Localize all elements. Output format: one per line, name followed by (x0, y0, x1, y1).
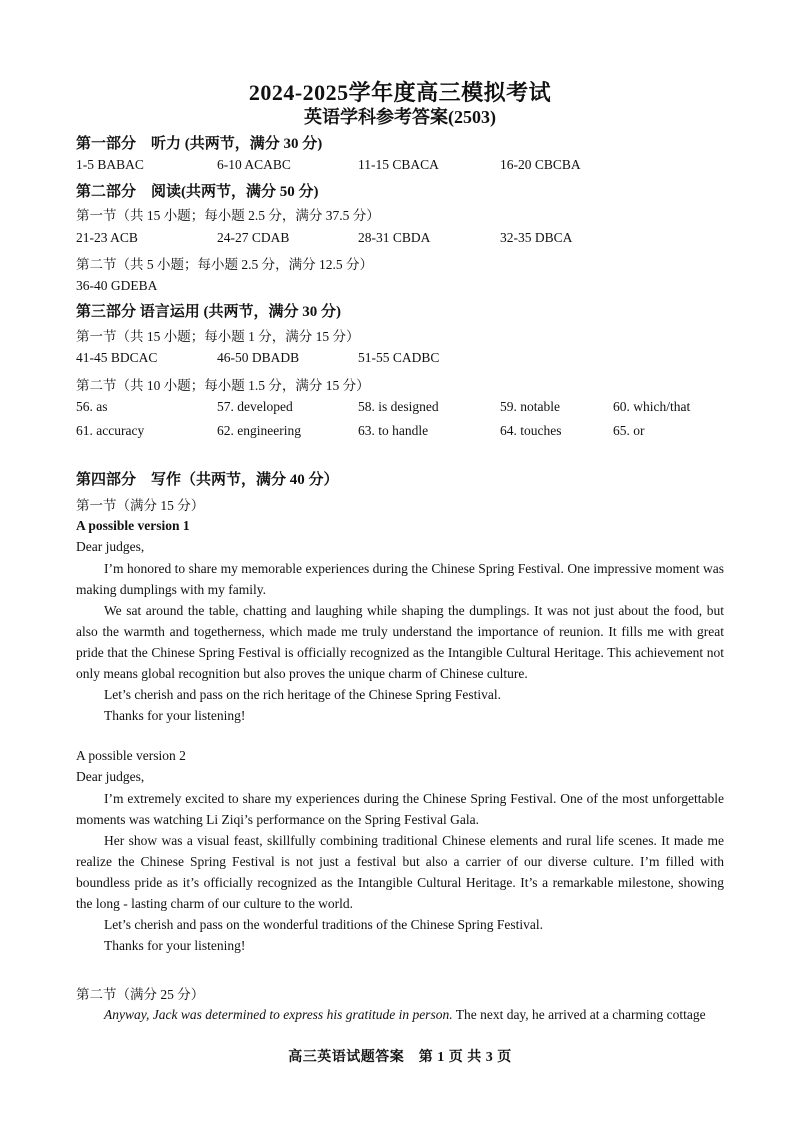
part3-blank-61: 61. accuracy (76, 423, 145, 438)
page-footer: 高三英语试题答案 第 1 页 共 3 页 (288, 1050, 512, 1065)
document-subtitle: 英语学科参考答案(2503) (304, 107, 496, 127)
part3-blank-63: 63. to handle (358, 423, 429, 438)
part3-blank-64: 64. touches (500, 423, 562, 438)
version2-paragraph-3: Let’s cherish and pass on the wonderful traditions of the Chinese Spring Festival. (104, 917, 544, 932)
part3-answer-3: 51-55 CADBC (358, 350, 440, 365)
part1-answer-3: 11-15 CBACA (358, 157, 439, 172)
part3-section2-note: 第二节（共 10 小题；每小题 1.5 分，满分 15 分） (76, 378, 370, 393)
part3-blank-57: 57. developed (217, 399, 293, 414)
part3-blank-59: 59. notable (500, 399, 560, 414)
version1-paragraph-1: I’m honored to share my memorable experiences during the Chinese Spring Festival. One impressive moment was making dumplings with my family. (76, 561, 724, 597)
part2-answer-4: 32-35 DBCA (500, 230, 573, 245)
part2-section1-note: 第一节（共 15 小题；每小题 2.5 分，满分 37.5 分） (76, 208, 380, 223)
part3-blank-62: 62. engineering (217, 423, 301, 438)
part4-section2-note: 第二节（满分 25 分） (76, 987, 205, 1002)
part1-answer-1: 1-5 BABAC (76, 157, 144, 172)
part1-answer-2: 6-10 ACABC (217, 157, 291, 172)
part3-blank-65: 65. or (613, 423, 645, 438)
version2-paragraph-4: Thanks for your listening! (104, 938, 246, 953)
part2-heading: 第二部分 阅读(共两节，满分 50 分) (76, 184, 319, 200)
version2-paragraph-2: Her show was a visual feast, skillfully combining traditional Chinese elements and rural life scenes. It made me realize the Chinese Spring Festival is not just a festival but also a carrier of our diverse culture. I’m filled with boundless pride as it’s officially recognized as the Intangible Cultural Heritage. It’s a remarkable milestone, showing the long - lasting charm of our culture to the world. (76, 833, 724, 911)
version1-paragraph-2: We sat around the table, chatting and laughing while shaping the dumplings. It was not just about the food, but also the warmth and togetherness, which made me truly understand the importance of reunion. It fills me with great pride that the Chinese Spring Festival is officially recognized as the Intangible Cultural Heritage. This achievement not only means global recognition but also proves the unique charm of Chinese culture. (76, 603, 724, 681)
part3-answer-1: 41-45 BDCAC (76, 350, 158, 365)
document-title: 2024-2025学年度高三模拟考试 (248, 80, 552, 105)
part1-heading: 第一部分 听力 (共两节，满分 30 分) (76, 136, 323, 152)
part2-answer-3: 28-31 CBDA (358, 230, 431, 245)
part2-section2-note: 第二节（共 5 小题；每小题 2.5 分，满分 12.5 分） (76, 257, 373, 272)
version1-paragraph-4: Thanks for your listening! (104, 708, 246, 723)
part2-answer-1: 21-23 ACB (76, 230, 138, 245)
part1-answer-4: 16-20 CBCBA (500, 157, 581, 172)
part3-blank-58: 58. is designed (358, 399, 439, 414)
part3-heading: 第三部分 语言运用 (共两节，满分 30 分) (76, 304, 341, 320)
part3-section1-note: 第一节（共 15 小题；每小题 1 分，满分 15 分） (76, 329, 360, 344)
part3-blank-60: 60. which/that (613, 399, 691, 414)
version2-greeting: Dear judges, (76, 769, 145, 784)
part4-heading: 第四部分 写作（共两节，满分 40 分） (76, 472, 339, 488)
part2-answer-5: 36-40 GDEBA (76, 278, 158, 293)
version1-paragraph-3: Let’s cherish and pass on the rich heritage of the Chinese Spring Festival. (104, 687, 502, 702)
continuation-opening-sentence: Anyway, Jack was determined to express his gratitude in person. (104, 1007, 453, 1022)
version2-paragraph-1: I’m extremely excited to share my experiences during the Chinese Spring Festival. One of the most unforgettable moments was watching Li Ziqi’s performance on the Spring Festival Gala. (76, 791, 724, 827)
continuation-text: The next day, he arrived at a charming cottage (452, 1007, 706, 1022)
version1-label: A possible version 1 (76, 518, 190, 533)
part3-answer-2: 46-50 DBADB (217, 350, 300, 365)
part2-answer-2: 24-27 CDAB (217, 230, 290, 245)
part4-section1-note: 第一节（满分 15 分） (76, 498, 205, 513)
continuation-paragraph (76, 1004, 724, 1025)
version2-label: A possible version 2 (76, 748, 186, 763)
version1-greeting: Dear judges, (76, 539, 145, 554)
part3-blank-56: 56. as (76, 399, 108, 414)
